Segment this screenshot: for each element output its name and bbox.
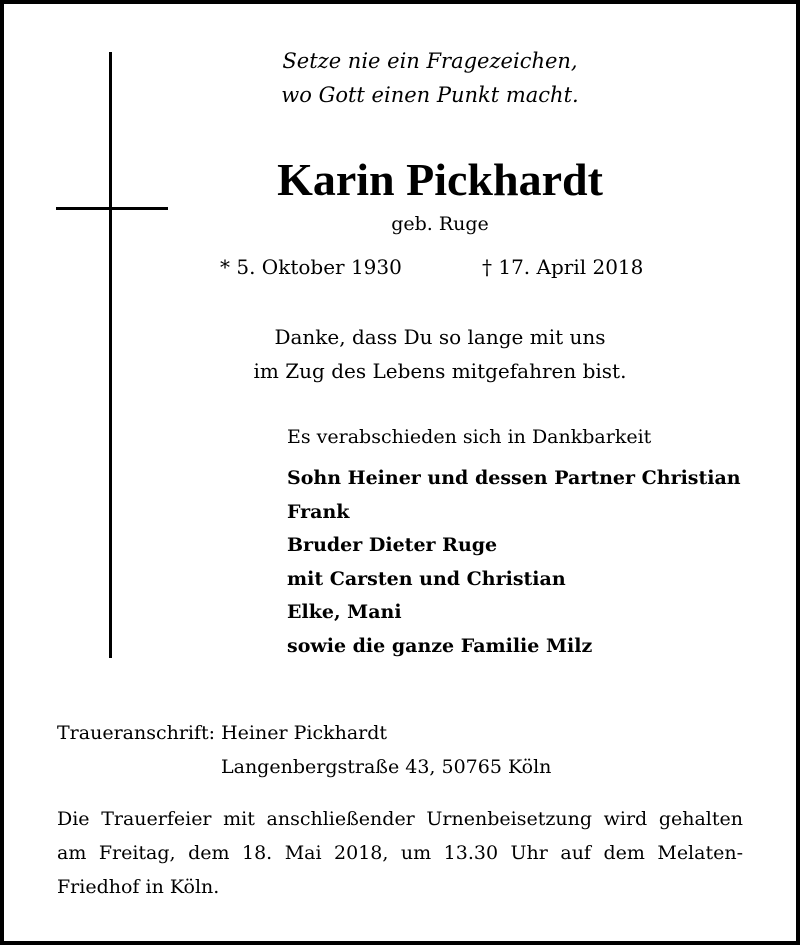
family-line: sowie die ganze Familie Milz: [287, 634, 593, 657]
thanks-verse: [190, 320, 690, 388]
motto-line-1: Setze nie ein Fragezeichen,: [282, 49, 578, 73]
family-line: Bruder Dieter Ruge: [287, 534, 498, 556]
ceremony-line: Die Trauerfeier mit anschließender Urnenbeisetzung wird gehalten: [57, 808, 743, 830]
thanks-line-1: Danke, dass Du so lange mit uns: [274, 325, 606, 349]
death-date: † 17. April 2018: [482, 255, 644, 279]
deceased-name: Karin Pickhardt: [277, 154, 603, 205]
family-line: Sohn Heiner und dessen Partner Christian: [287, 467, 741, 489]
motto-line-2: wo Gott einen Punkt macht.: [281, 83, 579, 107]
family-list: [287, 462, 741, 663]
ceremony-info: [57, 802, 743, 904]
cross-vertical-bar: [109, 52, 112, 658]
mourning-address-label: Traueranschrift: Heiner Pickhardt: [57, 722, 388, 744]
family-line: mit Carsten und Christian: [287, 567, 566, 590]
mourning-address-street: Langenbergstraße 43, 50765 Köln: [221, 756, 552, 778]
family-line: Elke, Mani: [287, 601, 402, 623]
ceremony-line: am Freitag, dem 18. Mai 2018, um 13.30 Uhr auf dem Melaten-: [57, 842, 743, 864]
born-name: geb. Ruge: [391, 213, 489, 235]
ceremony-line: Friedhof in Köln.: [57, 876, 220, 898]
birth-date: * 5. Oktober 1930: [220, 255, 402, 279]
motto: [180, 44, 680, 112]
family-line: Frank: [287, 500, 350, 523]
thanks-line-2: im Zug des Lebens mitgefahren bist.: [253, 359, 627, 383]
farewell-intro: Es verabschieden sich in Dankbarkeit: [287, 426, 652, 448]
